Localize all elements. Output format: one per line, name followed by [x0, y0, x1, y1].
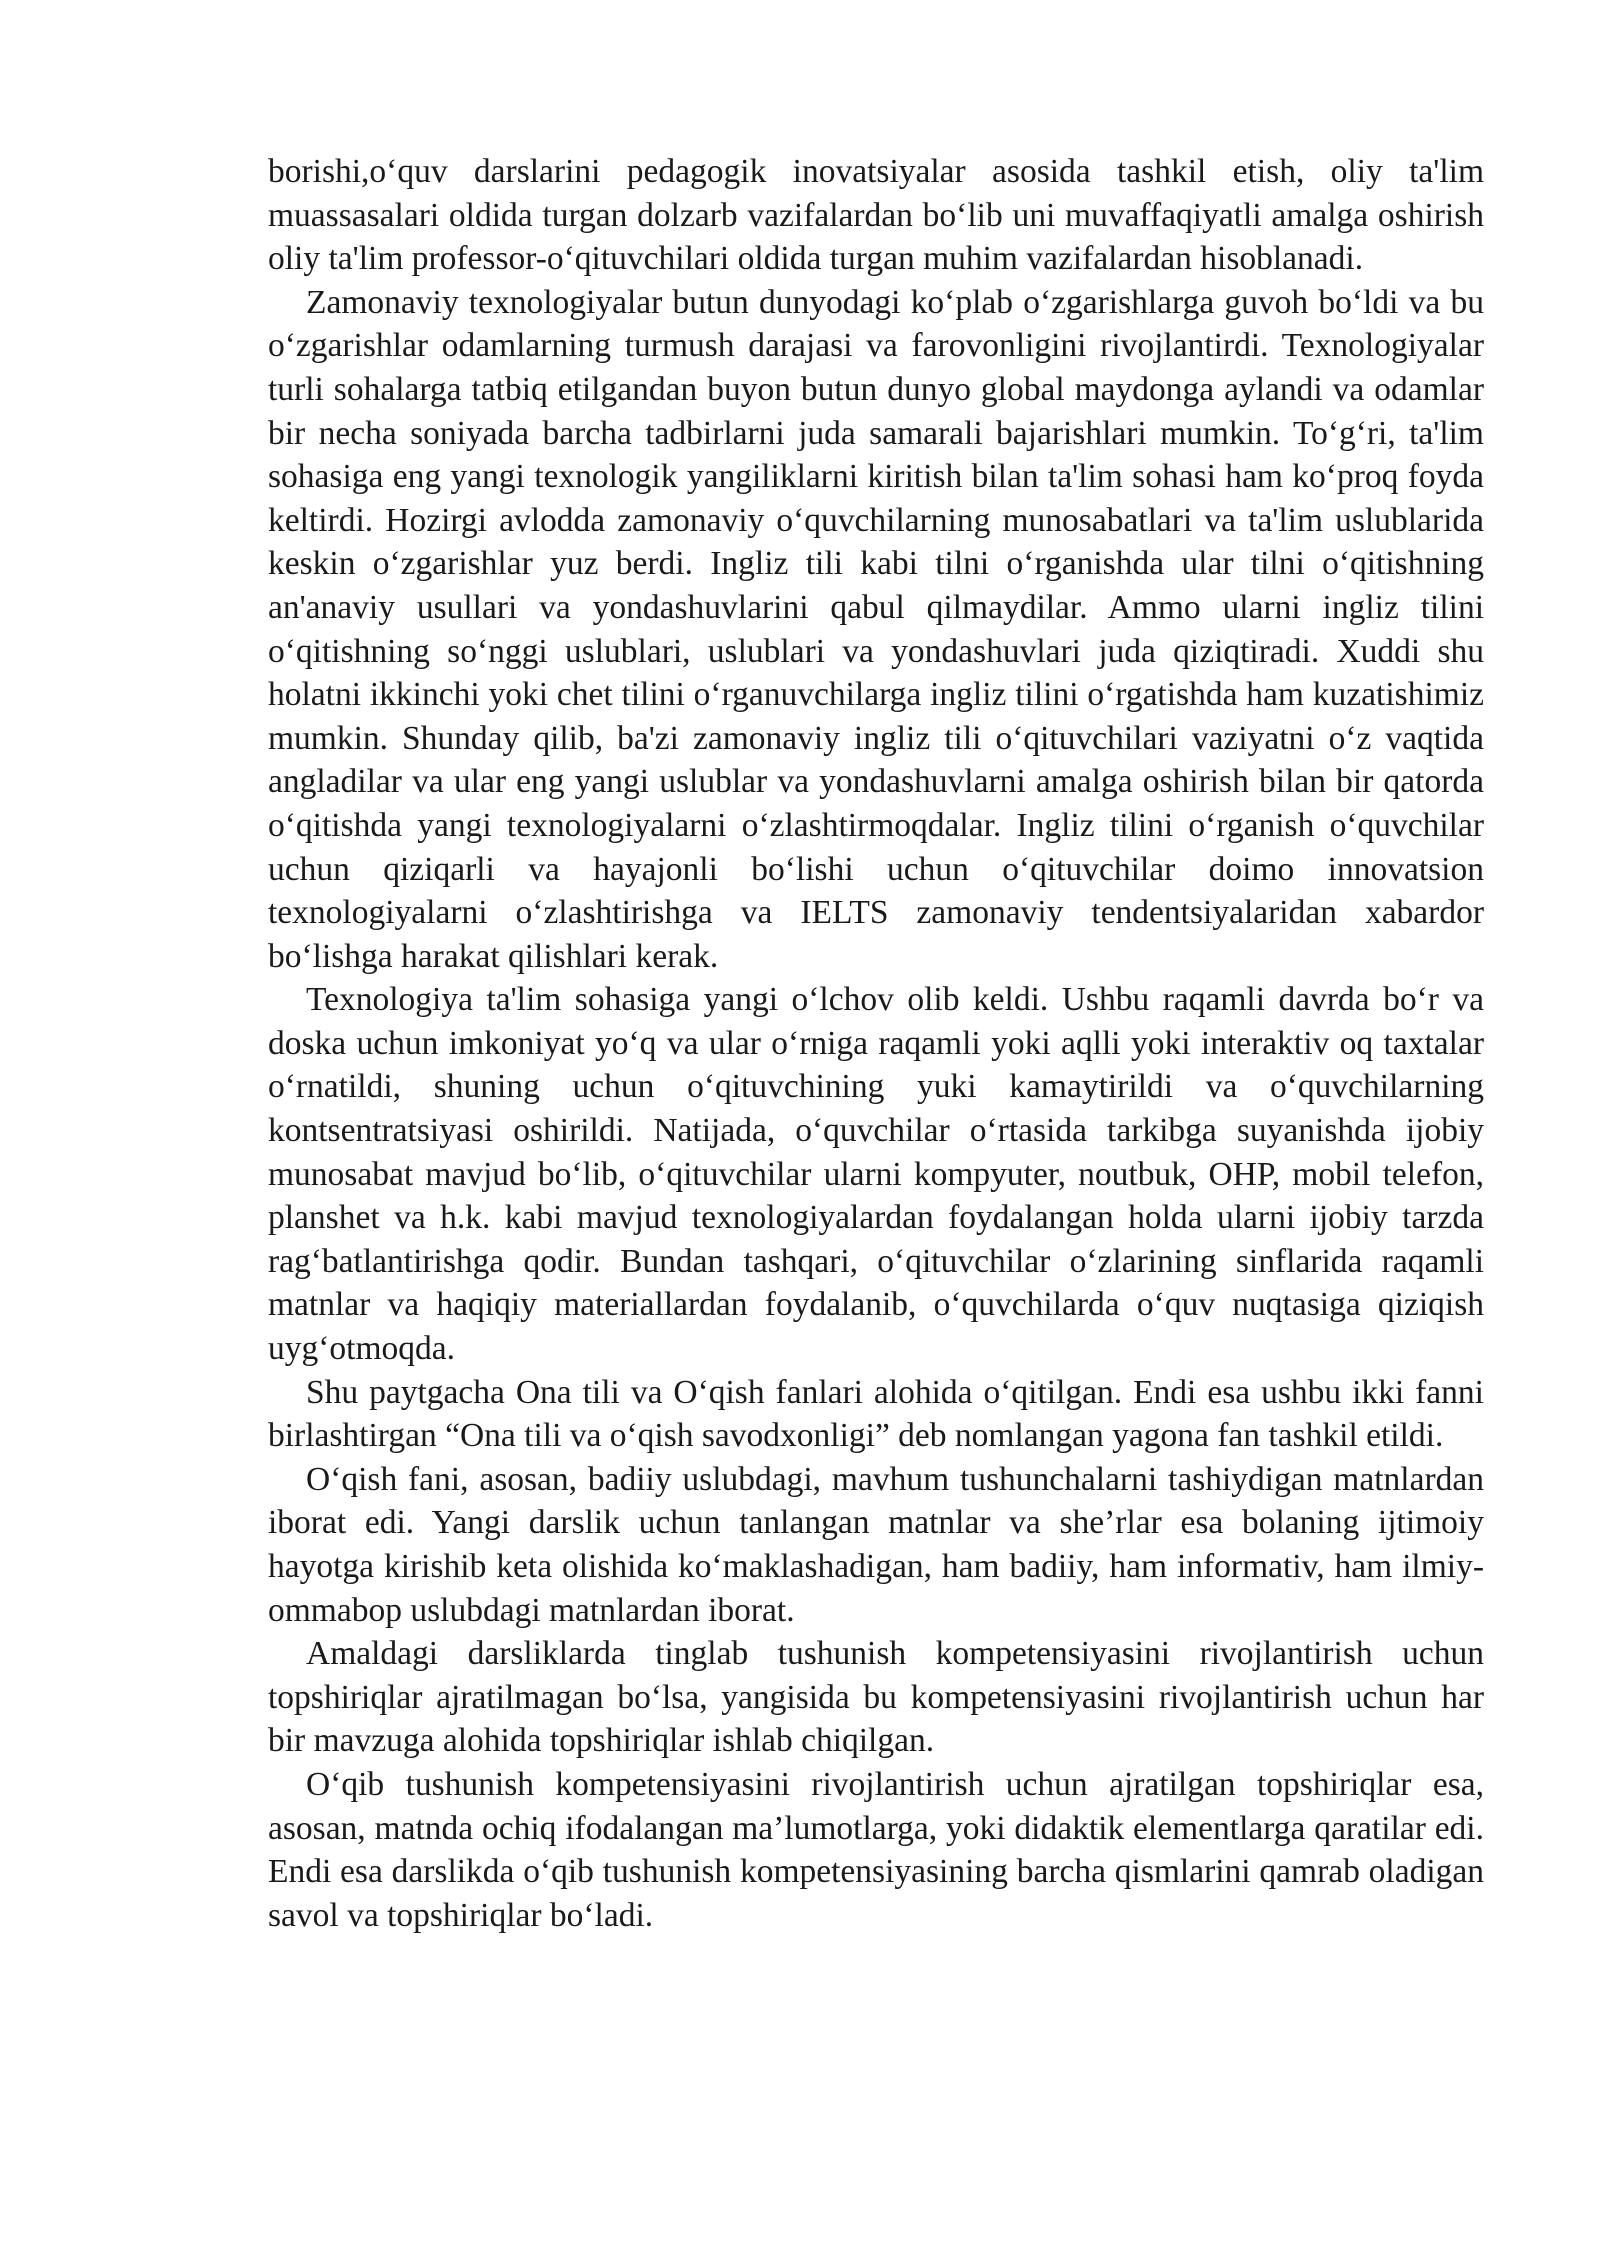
document-page — [268, 150, 1484, 1937]
paragraph-6: Amaldagi darsliklarda tinglab tushunish kompetensiyasini rivojlantirish uchun topshiriqlar ajratilmagan bo‘lsa, yangisida bu kompetensiyasini rivojlantirish uchun har bir mavzuga alohida topshiriqlar ishlab chiqilgan. — [268, 1635, 1484, 1760]
paragraph-3: Texnologiya ta'lim sohasiga yangi o‘lchov olib keldi. Ushbu raqamli davrda bo‘r va doska uchun imkoniyat yo‘q va ular o‘rniga raqamli yoki aqlli yoki interaktiv oq taxtalar o‘rnatildi, shuning uchun o‘qituvchining yuki kamaytirildi va o‘quvchilarning kontsentratsiyasi oshirildi. Natijada, o‘quvchilar o‘rtasida tarkibga suyanishda ijobiy munosabat mavjud bo‘lib, o‘qituvchilar ularni kompyuter, noutbuk, OHP, mobil telefon, planshet va h.k. kabi mavjud texnologiyalardan foydalangan holda ularni ijobiy tarzda rag‘batlantirishga qodir. Bundan tashqari, o‘qituvchilar o‘zlarining sinflarida raqamli matnlar va haqiqiy materiallardan foydalanib, o‘quvchilarda o‘quv nuqtasiga qiziqish uyg‘otmoqda. — [268, 981, 1484, 1368]
paragraph-2: Zamonaviy texnologiyalar butun dunyodagi ko‘plab o‘zgarishlarga guvoh bo‘ldi va bu o‘zgarishlar odamlarning turmush darajasi va farovonligini rivojlantirdi. Texnologiyalar turli sohalarga tatbiq etilgandan buyon butun dunyo global maydonga aylandi va odamlar bir necha soniyada barcha tadbirlarni juda samarali bajarishlari mumkin. To‘g‘ri, ta'lim sohasiga eng yangi texnologik yangiliklarni kiritish bilan ta'lim sohasi ham ko‘proq foyda keltirdi. Hozirgi avlodda zamonaviy o‘quvchilarning munosabatlari va ta'lim uslublarida keskin o‘zgarishlar yuz berdi. Ingliz tili kabi tilni o‘rganishda ular tilni o‘qitishning an'anaviy usullari va yondashuvlarini qabul qilmaydilar. Ammo ularni ingliz tilini o‘qitishning so‘nggi uslublari, uslublari va yondashuvlari juda qiziqtiradi. Xuddi shu holatni ikkinchi yoki chet tilini o‘rganuvchilarga ingliz tilini o‘rgatishda ham kuzatishimiz mumkin. Shunday qilib, ba'zi zamonaviy ingliz tili o‘qituvchilari vaziyatni o‘z vaqtida angladilar va ular eng yangi uslublar va yondashuvlarni amalga oshirish bilan bir qatorda o‘qitishda yangi texnologiyalarni o‘zlashtirmoqdalar. Ingliz tilini o‘rganish o‘quvchilar uchun qiziqarli va hayajonli bo‘lishi uchun o‘qituvchilar doimo innovatsion texnologiyalarni o‘zlashtirishga va IELTS zamonaviy tendentsiyalaridan xabardor bo‘lishga harakat qilishlari kerak. — [268, 283, 1484, 975]
paragraph-1: borishi,o‘quv darslarini pedagogik inovatsiyalar asosida tashkil etish, oliy ta'lim muassasalari oldida turgan dolzarb vazifalardan bo‘lib uni muvaffaqiyatli amalga oshirish oliy ta'lim professor-o‘qituvchilari oldida turgan muhim vazifalardan hisoblanadi. — [268, 153, 1484, 278]
paragraph-4: Shu paytgacha Ona tili va O‘qish fanlari alohida o‘qitilgan. Endi esa ushbu ikki fanni birlashtirgan “Ona tili va o‘qish savodxonligi” deb nomlangan yagona fan tashkil etildi. — [268, 1373, 1484, 1455]
paragraph-5: O‘qish fani, asosan, badiiy uslubdagi, mavhum tushunchalarni tashiydigan matnlardan iborat edi. Yangi darslik uchun tanlangan matnlar va she’rlar esa bolaning ijtimoiy hayotga kirishib keta olishida ko‘maklashadigan, ham badiiy, ham informativ, ham ilmiy-ommabop uslubdagi matnlardan iborat. — [268, 1460, 1484, 1629]
paragraph-7: O‘qib tushunish kompetensiyasini rivojlantirish uchun ajratilgan topshiriqlar esa, asosan, matnda ochiq ifodalangan ma’lumotlarga, yoki didaktik elementlarga qaratilar edi. Endi esa darslikda o‘qib tushunish kompetensiyasining barcha qismlarini qamrab oladigan savol va topshiriqlar bo‘ladi. — [268, 1765, 1484, 1934]
